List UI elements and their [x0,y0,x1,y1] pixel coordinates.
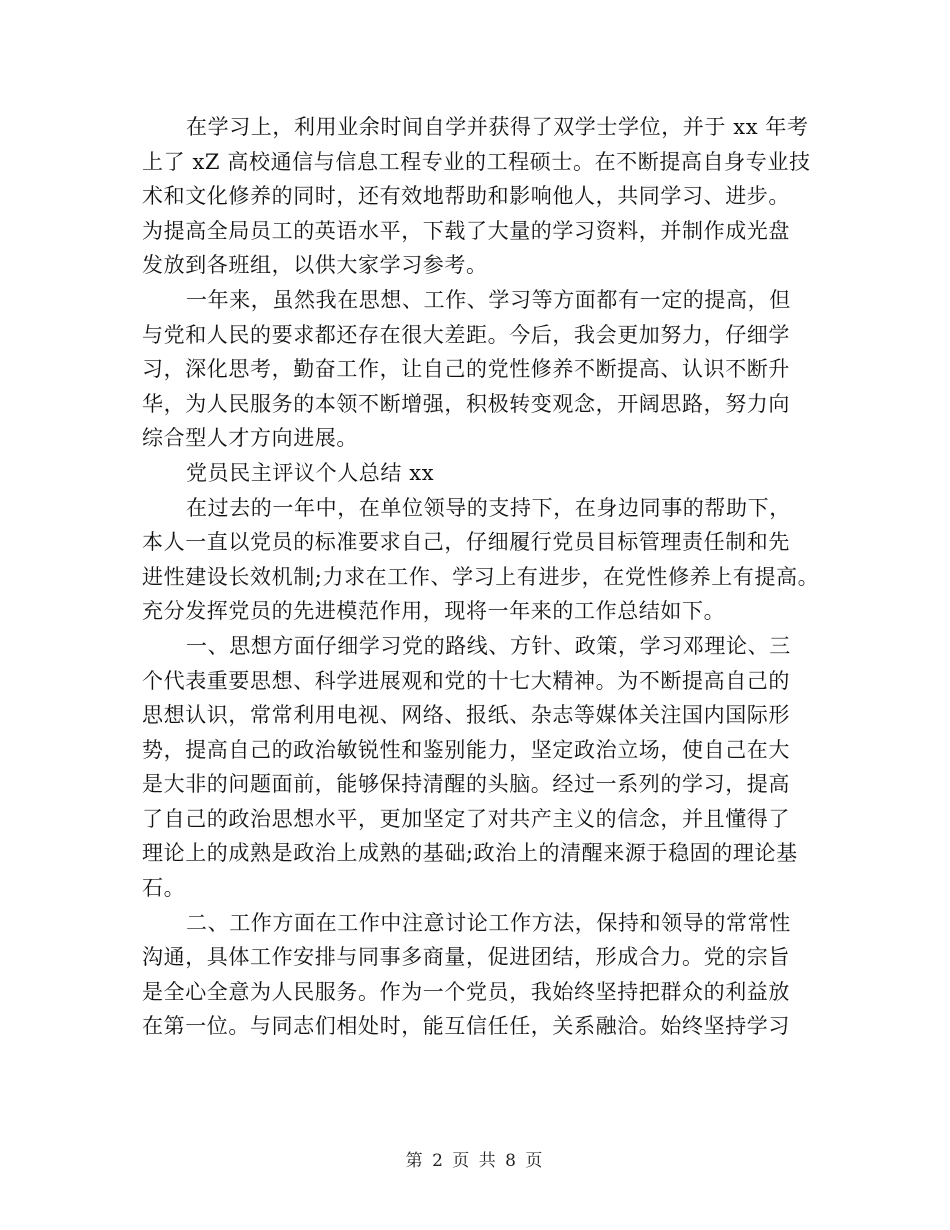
paragraph-line: 上了 xZ 高校通信与信息工程专业的工程硕士。在不断提高自身专业技 [142,149,811,174]
paragraph-line: 是大非的问题面前，能够保持清醒的头脑。经过一系列的学习，提高 [142,772,790,797]
paragraph-line: 发放到各班组，以供大家学习参考。 [142,253,488,278]
paragraph-line: 是全心全意为人民服务。作为一个党员，我始终坚持把群众的利益放 [142,979,790,1004]
paragraph-line: 习，深化思考，勤奋工作，让自己的党性修养不断提高、认识不断升 [142,357,790,382]
section-heading: 党员民主评议个人总结 xx [186,460,435,485]
paragraph-line: 思想认识，常常利用电视、网络、报纸、杂志等媒体关注国内国际形 [142,703,790,728]
paragraph-line: 术和文化修养的同时，还有效地帮助和影响他人，共同学习、进步。 [142,184,790,209]
page-number-footer: 第 2 页 共 8 页 [405,1151,545,1171]
paragraph-line: 综合型人才方向进展。 [142,426,358,451]
paragraph-line: 了自己的政治思想水平，更加坚定了对共产主义的信念，并且懂得了 [142,806,790,831]
paragraph-line: 进性建设长效机制;力求在工作、学习上有进步，在党性修养上有提高。 [142,564,820,589]
paragraph-line: 华，为人民服务的本领不断增强，积极转变观念，开阔思路，努力向 [142,391,790,416]
paragraph-line: 一、思想方面仔细学习党的路线、方针、政策，学习邓理论、三 [186,633,791,658]
paragraph-line: 在过去的一年中，在单位领导的支持下，在身边同事的帮助下， [186,495,791,520]
paragraph-line: 沟通，具体工作安排与同事多商量，促进团结，形成合力。党的宗旨 [142,945,790,970]
paragraph-line: 本人一直以党员的标准要求自己，仔细履行党员目标管理责任制和先 [142,530,790,555]
paragraph-line: 二、工作方面在工作中注意讨论工作方法，保持和领导的常常性 [186,910,791,935]
paragraph-line: 在第一位。与同志们相处时，能互信任任，关系融洽。始终坚持学习 [142,1014,790,1039]
paragraph-line: 势，提高自己的政治敏锐性和鉴别能力，坚定政治立场，使自己在大 [142,737,790,762]
paragraph-line: 在学习上，利用业余时间自学并获得了双学士学位，并于 xx 年考 [186,115,809,139]
document-body [142,110,822,1044]
paragraph-line: 石。 [142,876,186,901]
paragraph-line: 与党和人民的要求都还存在很大差距。今后，我会更加努力，仔细学 [142,322,790,347]
paragraph-line: 一年来，虽然我在思想、工作、学习等方面都有一定的提高，但 [186,287,791,312]
paragraph-line: 充分发挥党员的先进模范作用，现将一年来的工作总结如下。 [142,599,726,624]
paragraph-line: 理论上的成熟是政治上成熟的基础;政治上的清醒来源于稳固的理论基 [142,841,798,866]
paragraph-line: 个代表重要思想、科学进展观和党的十七大精神。为不断提高自己的 [142,668,790,693]
paragraph-line: 为提高全局员工的英语水平，下载了大量的学习资料，并制作成光盘 [142,218,790,243]
